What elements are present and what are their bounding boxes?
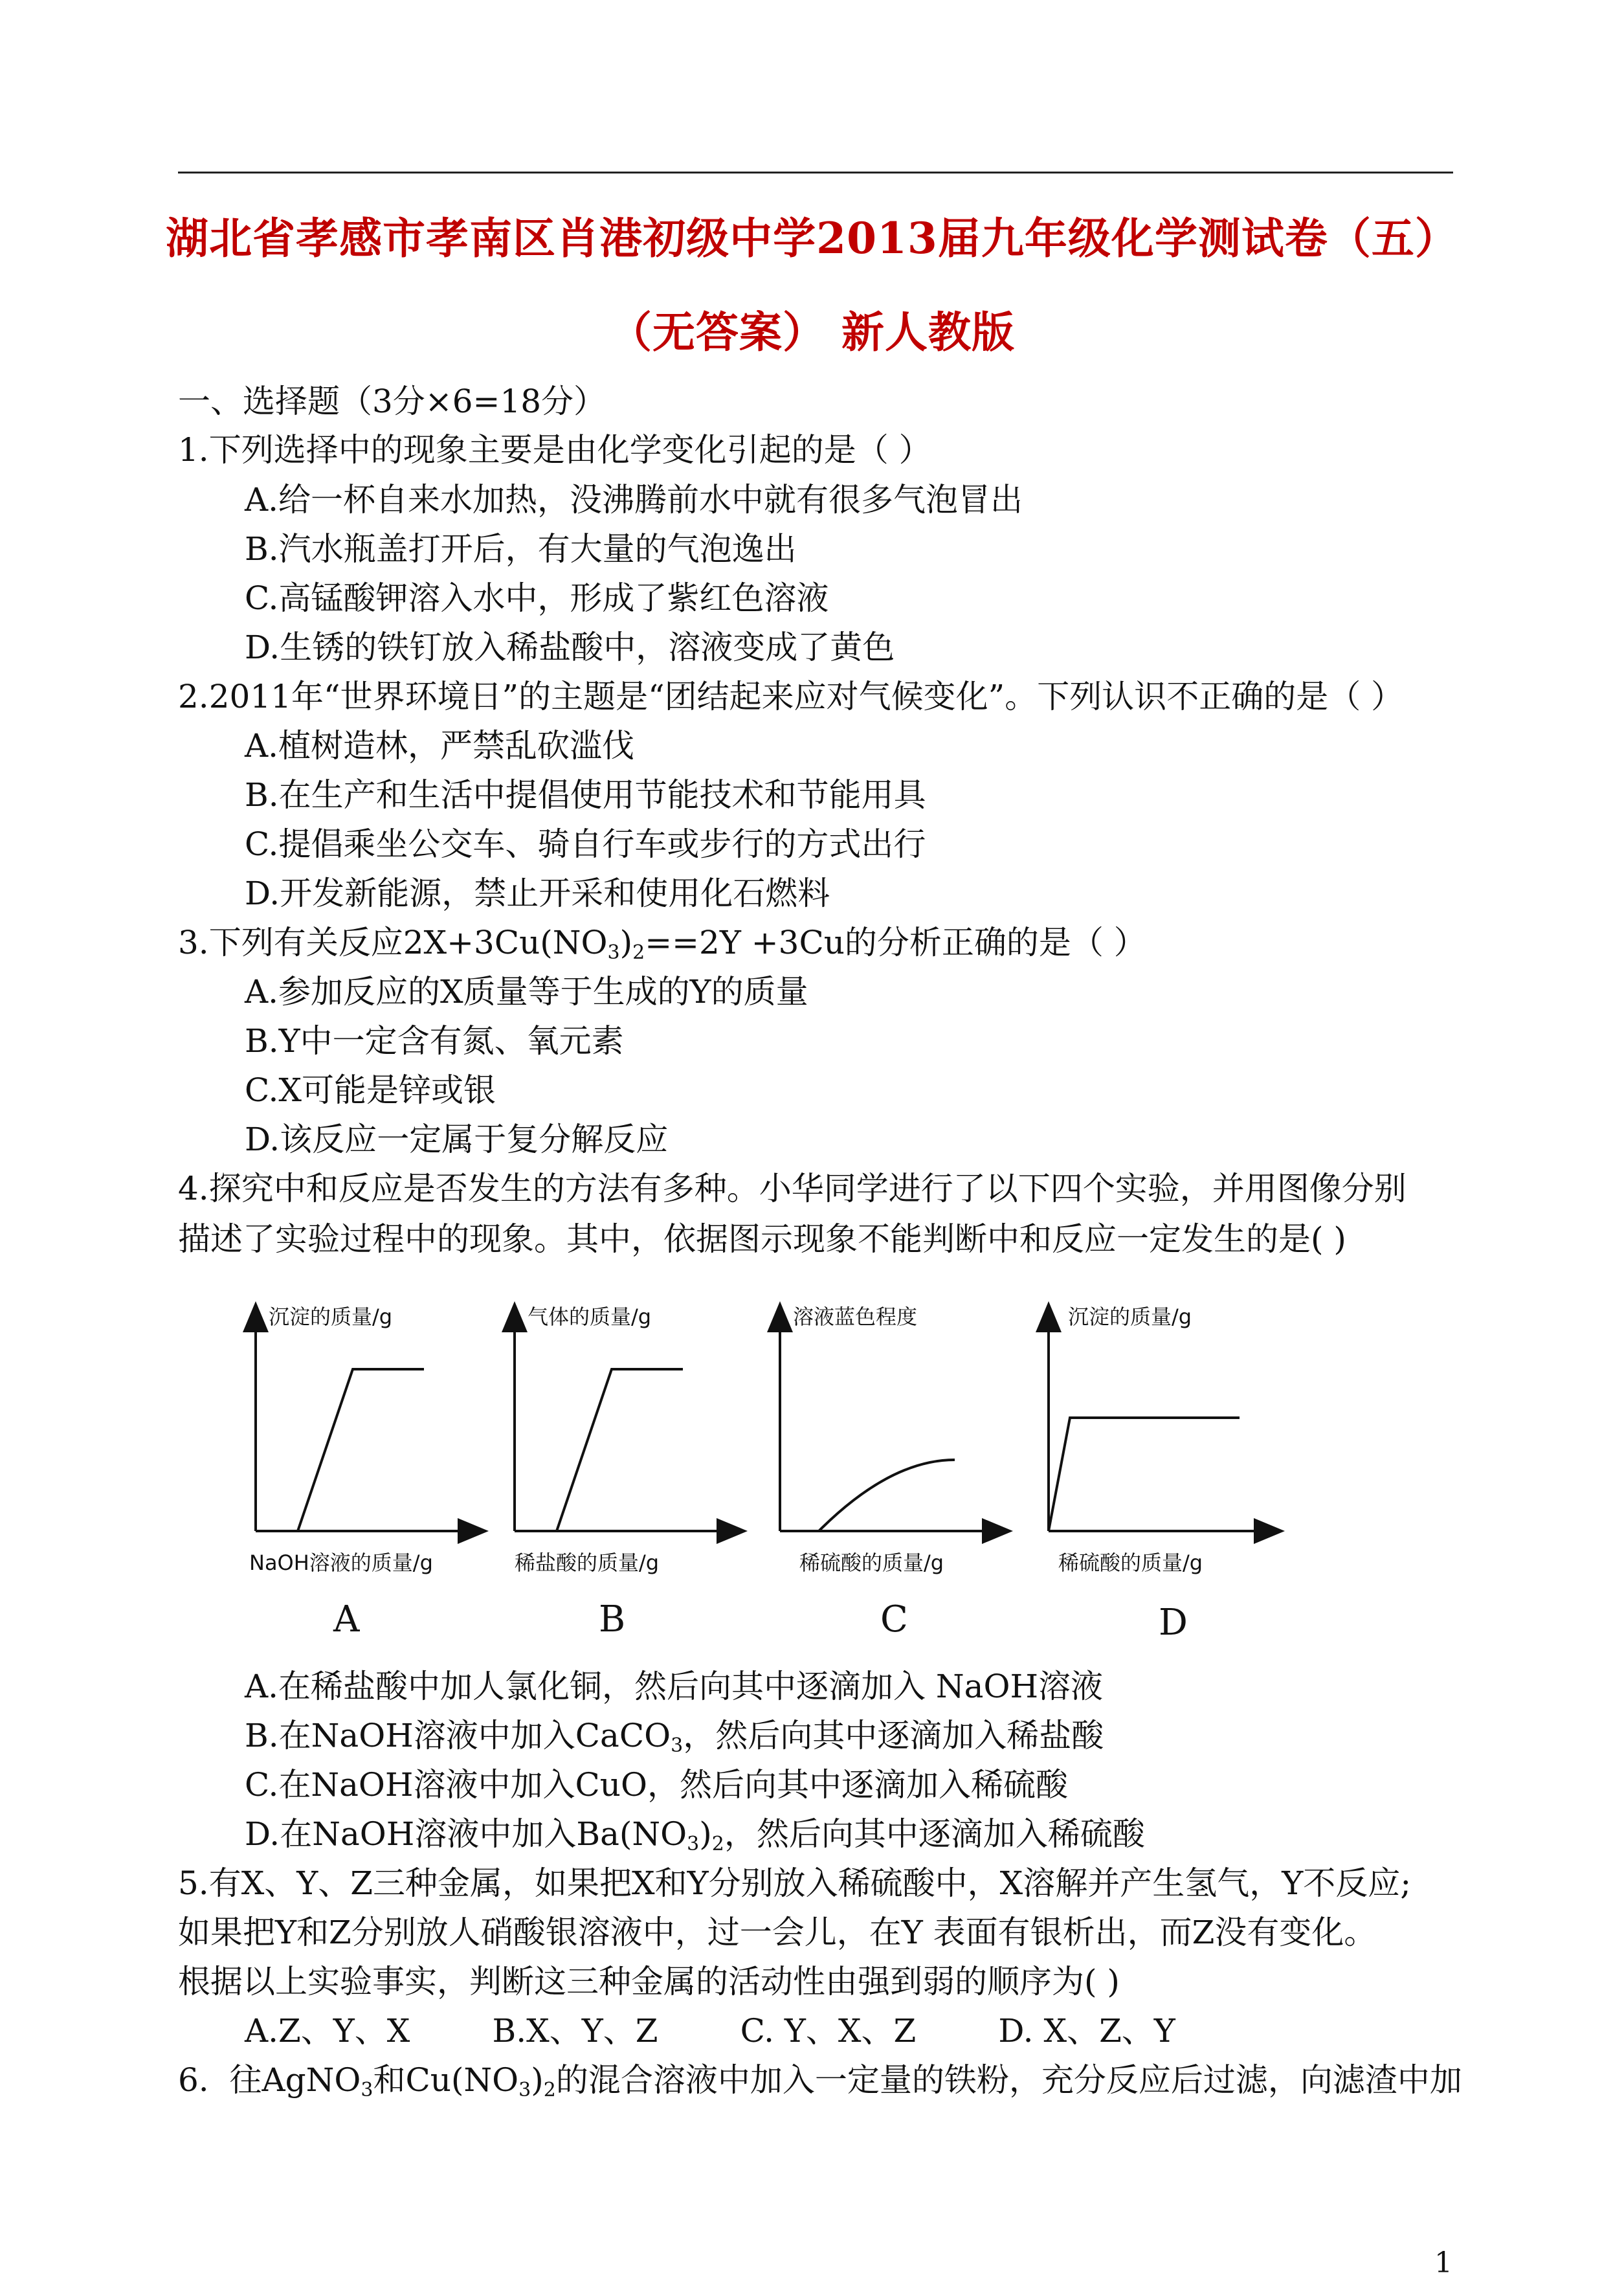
header-rule (178, 172, 1453, 173)
graph-c-ylabel: 溶液蓝色程度 (793, 1304, 918, 1329)
graph-a (249, 1304, 476, 1640)
q3-stem: 3.下列有关反应$2X+3Cu(NO_3)_2==2Y +3Cu$的分析正确的是（ ） (178, 924, 1146, 964)
q4-stem-line2: 描述了实验过程中的现象。其中，依据图示现象不能判断中和反应一定发生的是( ) (178, 1220, 1346, 1258)
q4-graphs-figure (178, 1288, 1453, 1651)
q1-option-d: D.生锈的铁钉放入稀盐酸中，溶液变成了黄色 (245, 629, 895, 666)
q4-graphs-svg (178, 1288, 1453, 1651)
graph-d (1049, 1304, 1272, 1644)
graph-a-ylabel: 沉淀的质量/g (269, 1304, 393, 1329)
q4-stem-line1: 4.探究中和反应是否发生的方法有多种。小华同学进行了以下四个实验，并用图像分别 (178, 1170, 1407, 1207)
q6-stem: 6. 往AgNO$_3$和$Cu(NO_3)_2$的混合溶液中加入一定量的铁粉，充分反应后过滤，向滤渣中加 (178, 2061, 1462, 2101)
q1-stem: 1.下列选择中的现象主要是由化学变化引起的是（ ） (178, 431, 931, 469)
page-number: 1 (1434, 2246, 1452, 2279)
graph-c (780, 1304, 1000, 1640)
q5-options: A.Z、Y、X B.X、Y、Z C. Y、X、Z D. X、Z、Y (245, 2012, 1175, 2050)
q2-option-c: C.提倡乘坐公交车、骑自行车或步行的方式出行 (245, 825, 926, 863)
q4-option-c: C.在NaOH溶液中加入CuO，然后向其中逐滴加入稀硫酸 (245, 1766, 1068, 1804)
q4-option-a: A.在稀盐酸中加人氯化铜，然后向其中逐滴加入 NaOH溶液 (245, 1668, 1104, 1705)
q1-option-b: B.汽水瓶盖打开后，有大量的气泡逸出 (245, 530, 797, 568)
graph-c-xlabel: 稀硫酸的质量/g (799, 1550, 944, 1575)
graph-b-letter: B (599, 1598, 626, 1640)
q4-option-b: B.在NaOH溶液中加入CaCO$_3$，然后向其中逐滴加入稀盐酸 (245, 1717, 1104, 1757)
graph-b-ylabel: 气体的质量/g (528, 1304, 652, 1329)
graph-d-ylabel: 沉淀的质量/g (1068, 1304, 1192, 1329)
q2-option-a: A.植树造林，严禁乱砍滥伐 (245, 727, 635, 765)
q4-option-d: D.在NaOH溶液中加入$Ba(NO_3)_2$，然后向其中逐滴加入稀硫酸 (245, 1815, 1145, 1855)
q2-option-d: D.开发新能源，禁止开采和使用化石燃料 (245, 875, 830, 912)
q3-option-a: A.参加反应的X质量等于生成的Y的质量 (245, 973, 808, 1011)
doc-title-line2: （无答案） 新人教版 (609, 307, 1015, 357)
graph-d-xlabel: 稀硫酸的质量/g (1058, 1550, 1203, 1575)
q2-stem: 2.2011年“世界环境日”的主题是“团结起来应对气候变化”。下列认识不正确的是（ ） (178, 678, 1404, 715)
section-heading: 一、选择题（3分×6=18分） (178, 383, 606, 420)
graph-c-curve (819, 1460, 955, 1531)
q3-option-d: D.该反应一定属于复分解反应 (245, 1121, 669, 1158)
q5-stem-line3: 根据以上实验事实，判断这三种金属的活动性由强到弱的顺序为( ) (178, 1963, 1120, 2000)
graph-a-curve (256, 1369, 424, 1531)
graph-d-curve (1049, 1418, 1240, 1531)
graph-b-xlabel: 稀盐酸的质量/g (515, 1550, 660, 1575)
graph-c-letter: C (880, 1598, 908, 1640)
q3-option-b: B.Y中一定含有氮、氧元素 (245, 1022, 624, 1060)
graph-b-curve (515, 1369, 683, 1531)
graph-b (515, 1304, 735, 1640)
graph-a-xlabel: NaOH溶液的质量/g (249, 1550, 433, 1575)
graph-a-letter: A (333, 1598, 360, 1640)
q1-option-a: A.给一杯自来水加热，没沸腾前水中就有很多气泡冒出 (245, 481, 1023, 519)
q5-stem-line1: 5.有X、Y、Z三种金属，如果把X和Y分别放入稀硫酸中，X溶解并产生氢气，Y不反应; (178, 1864, 1412, 1902)
q5-stem-line2: 如果把Y和Z分别放人硝酸银溶液中，过一会儿，在Y 表面有银析出，而Z没有变化。 (178, 1914, 1377, 1951)
q2-option-b: B.在生产和生活中提倡使用节能技术和节能用具 (245, 776, 926, 814)
doc-title-line1: 湖北省孝感市孝南区肖港初级中学2013届九年级化学测试卷（五） (166, 213, 1458, 263)
graph-d-letter: D (1159, 1602, 1188, 1644)
q1-option-c: C.高锰酸钾溶入水中，形成了紫红色溶液 (245, 579, 829, 617)
q3-option-c: C.X可能是锌或银 (245, 1071, 496, 1109)
